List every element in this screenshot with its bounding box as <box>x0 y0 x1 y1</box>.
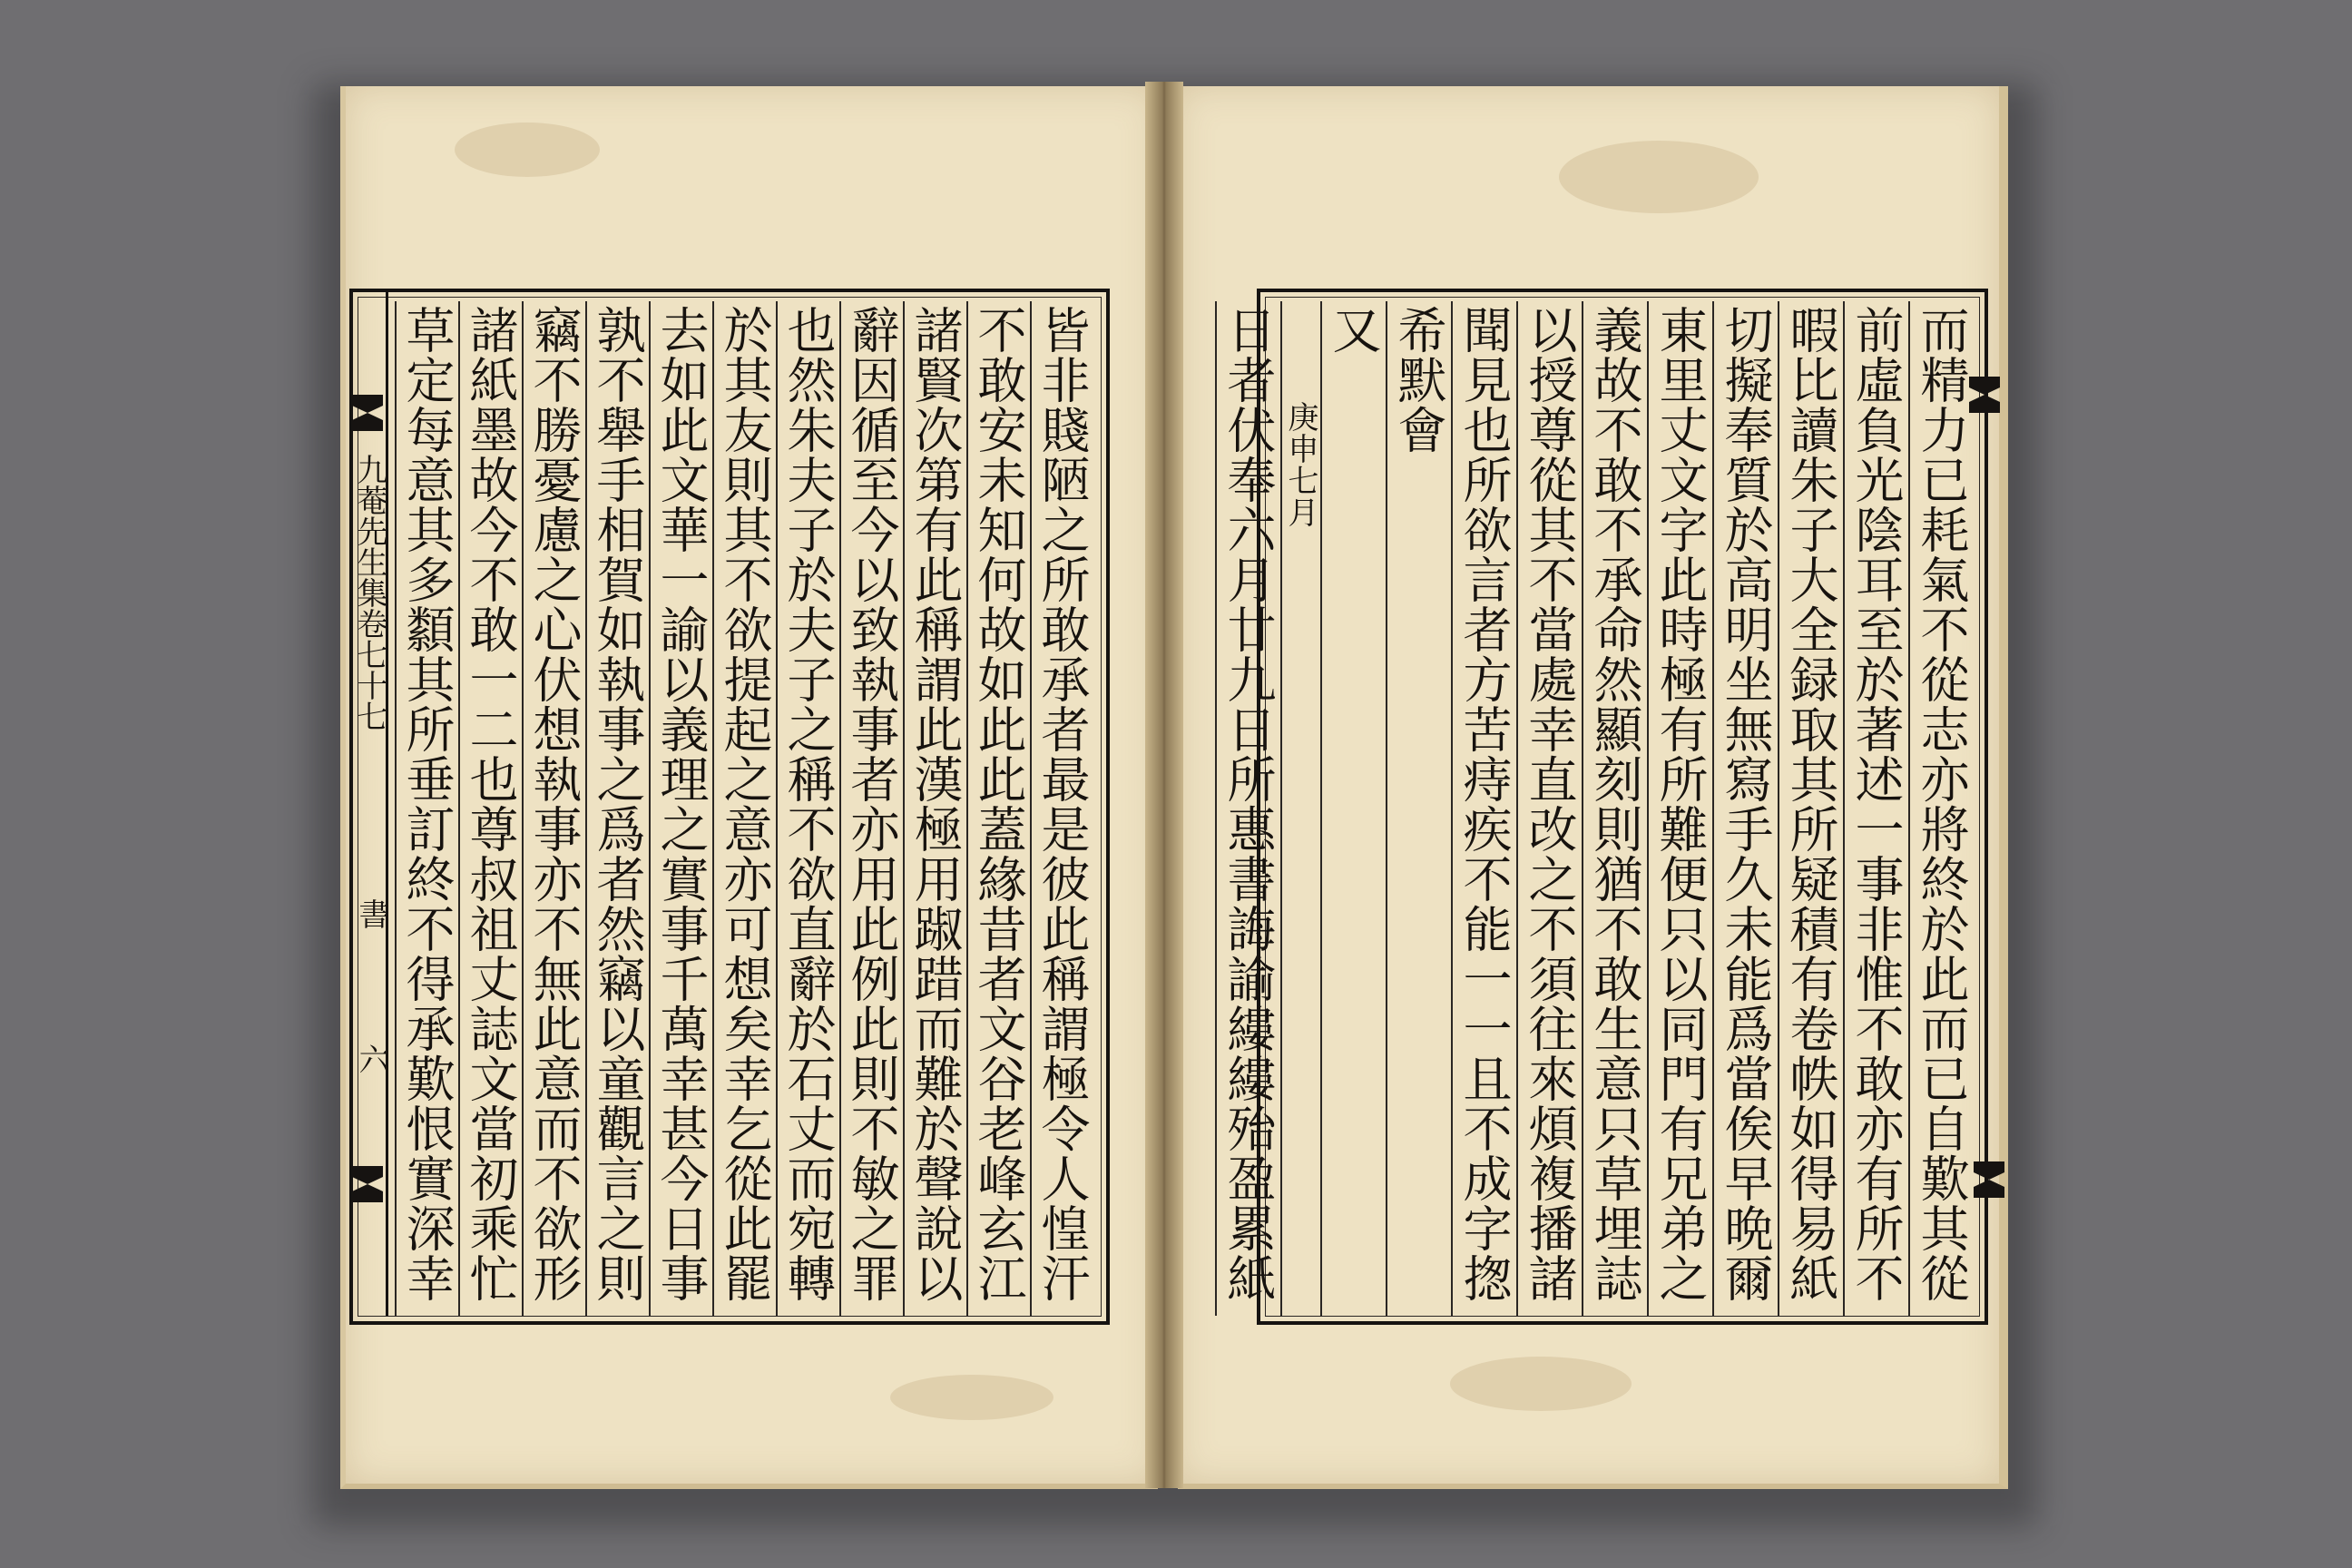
column-rule <box>1516 301 1518 1316</box>
right-text-column: 又 <box>1325 305 1382 355</box>
column-rule <box>1778 301 1779 1316</box>
right-text-column: 聞見也所欲言者方苦痔疾不能一一且不成字揔 <box>1455 305 1513 1303</box>
column-rule <box>903 301 905 1316</box>
right-text-column: 希默會 <box>1390 305 1447 455</box>
section-label: 書 <box>353 898 389 929</box>
column-rule <box>1582 301 1583 1316</box>
column-rule <box>1280 301 1282 1316</box>
column-rule <box>1908 301 1910 1316</box>
column-rule <box>649 301 651 1316</box>
book-title: 九菴先生集卷七十七 <box>351 454 387 731</box>
left-text-column: 諸賢次第有此稱謂此漢極用踧踖而難於聲說以 <box>906 305 964 1303</box>
left-text-column: 辭因循至今以致執事者亦用此例此則不敏之罪 <box>843 305 900 1303</box>
column-rule <box>712 301 714 1316</box>
left-text-column: 諸紙墨故今不敢一二也尊叔祖丈誌文當初乘忙 <box>462 305 519 1303</box>
left-text-column: 不敢安未知何故如此此蓋緣昔者文谷老峰玄江 <box>970 305 1027 1303</box>
column-rule <box>1320 301 1322 1316</box>
column-rule <box>839 301 841 1316</box>
left-text-column: 去如此文華一諭以義理之實事千萬幸甚今日事 <box>652 305 710 1303</box>
page-number: 六 <box>353 1044 389 1074</box>
left-text-frame <box>349 289 1110 1325</box>
left-text-column: 也然朱夫子於夫子之稱不欲直辭於石丈而宛轉 <box>779 305 837 1303</box>
right-text-column: 義故不敢不承命然顯刻則猶不敢生意只草埋誌 <box>1586 305 1643 1303</box>
right-text-column: 庚申七月 <box>1282 401 1318 528</box>
right-text-column: 前虛負光陰耳至於著述一事非惟不敢亦有所不 <box>1847 305 1905 1303</box>
right-text-column: 暇比讀朱子大全録取其所疑積有卷帙如得易紙 <box>1782 305 1839 1303</box>
left-text-column: 孰不舉手相賀如執事之爲者然竊以童觀言之則 <box>589 305 646 1303</box>
paper-stain <box>455 122 600 177</box>
paper-stain <box>1559 141 1759 213</box>
column-rule <box>1030 301 1032 1316</box>
right-text-column: 切擬奉質於高明坐無寫手久未能爲當俟早晩爾 <box>1717 305 1774 1303</box>
column-rule <box>522 301 524 1316</box>
column-rule <box>585 301 587 1316</box>
column-rule <box>1647 301 1649 1316</box>
column-rule <box>1386 301 1387 1316</box>
right-text-frame <box>1220 289 1988 1325</box>
right-text-column: 東里丈文字此時極有所難便只以同門有兄弟之 <box>1651 305 1709 1303</box>
column-rule <box>776 301 778 1316</box>
paper-stain <box>890 1375 1054 1420</box>
right-text-column: 日者伏奉六月廿九日所惠書誨諭縷縷殆盈累紙 <box>1220 305 1277 1303</box>
column-rule <box>1215 301 1217 1316</box>
column-rule <box>1712 301 1714 1316</box>
book-gutter <box>1145 82 1183 1488</box>
column-rule <box>458 301 460 1316</box>
right-text-column: 而精力已耗氣不從志亦將終於此而已自歎其從 <box>1913 305 1970 1303</box>
paper-stain <box>1450 1357 1632 1411</box>
column-rule <box>1451 301 1453 1316</box>
right-text-column: 以授尊從其不當處幸直改之不須往來煩複播諸 <box>1521 305 1578 1303</box>
left-text-column: 草定每意其多纇其所垂訂終不得承歎恨實深幸 <box>398 305 456 1303</box>
column-rule <box>1843 301 1845 1316</box>
left-text-column: 皆非賤陋之所敢承者最是彼此稱謂極令人惶汗 <box>1034 305 1091 1303</box>
column-rule <box>966 301 968 1316</box>
page-center-margin <box>349 290 388 1316</box>
left-text-column: 於其友則其不欲提起之意亦可想矣幸乞從此罷 <box>716 305 773 1303</box>
left-text-column: 竊不勝憂慮之心伏想執事亦不無此意而不欲形 <box>525 305 583 1303</box>
column-rule <box>395 301 397 1316</box>
